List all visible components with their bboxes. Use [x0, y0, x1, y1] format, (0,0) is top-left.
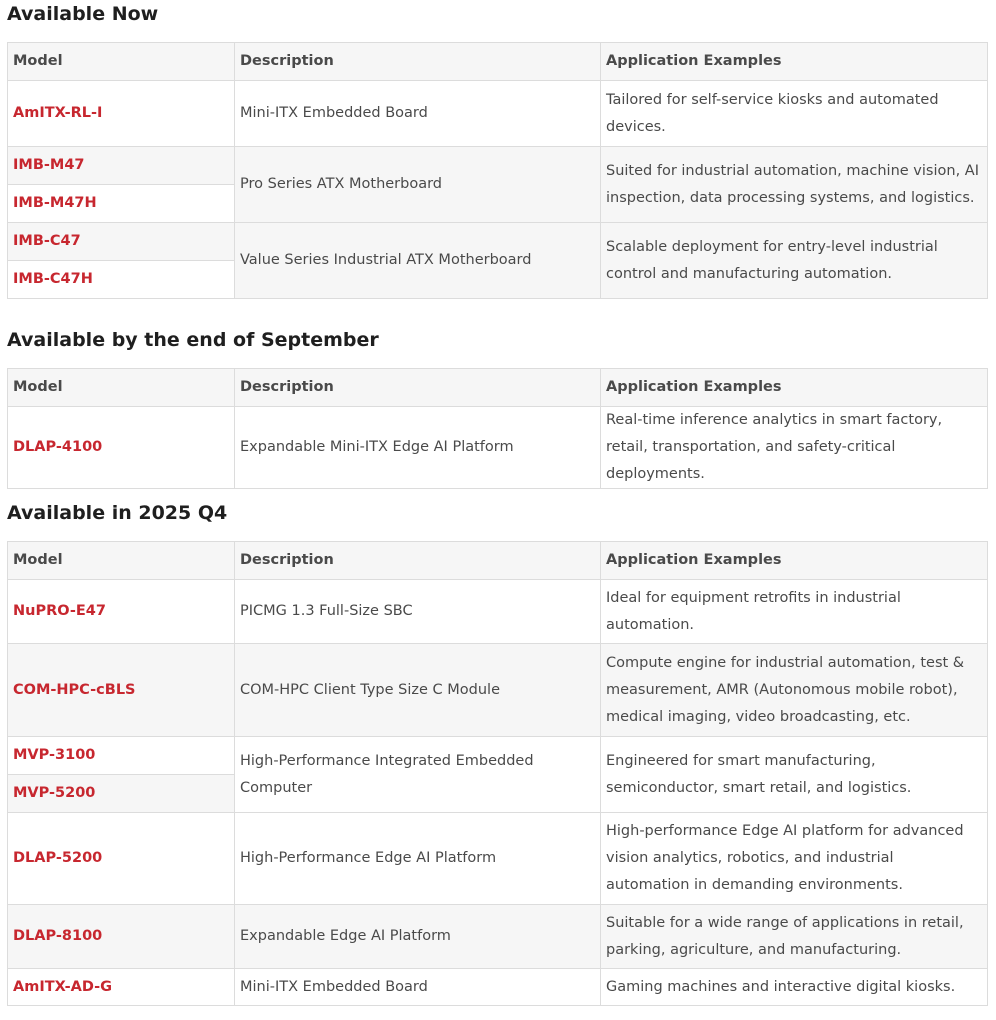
table-row [8, 813, 988, 905]
model-link-nupro-e47[interactable]: NuPRO-E47 [8, 580, 235, 644]
model-link-amitx-rl-i[interactable]: AmITX-RL-I [8, 81, 235, 147]
section-title-available-september: Available by the end of September [7, 329, 379, 351]
row-description: Value Series Industrial ATX Motherboard [235, 223, 601, 299]
header-application: Application Examples [601, 43, 988, 81]
row-description: Mini-ITX Embedded Board [235, 969, 601, 1006]
row-application: Tailored for self-service kiosks and automated devices. [601, 81, 988, 147]
section-title-available-now: Available Now [7, 3, 159, 25]
row-description: Expandable Edge AI Platform [235, 905, 601, 969]
model-link-dlap-5200[interactable]: DLAP-5200 [8, 813, 235, 905]
model-link-amitx-ad-g[interactable]: AmITX-AD-G [8, 969, 235, 1006]
table-available-now [7, 42, 988, 299]
model-link-mvp-5200[interactable]: MVP-5200 [8, 775, 235, 813]
table-row [8, 407, 988, 489]
table-available-2025-q4 [7, 541, 988, 1006]
header-description: Description [235, 43, 601, 81]
row-description: High-Performance Edge AI Platform [235, 813, 601, 905]
table-header-row [8, 542, 988, 580]
model-link-mvp-3100[interactable]: MVP-3100 [8, 737, 235, 775]
row-application: Real-time inference analytics in smart factory, retail, transportation, and safety-critical deployments. [601, 407, 988, 489]
model-link-dlap-8100[interactable]: DLAP-8100 [8, 905, 235, 969]
header-description: Description [235, 542, 601, 580]
row-application: Suited for industrial automation, machine vision, AI inspection, data processing systems, and logistics. [601, 147, 988, 223]
table-row [8, 580, 988, 644]
table-row [8, 147, 988, 185]
table-row [8, 737, 988, 775]
row-application: High-performance Edge AI platform for advanced vision analytics, robotics, and industrial automation in demanding environments. [601, 813, 988, 905]
table-header-row [8, 43, 988, 81]
header-application: Application Examples [601, 542, 988, 580]
model-link-imb-c47h[interactable]: IMB-C47H [8, 261, 235, 299]
row-application: Engineered for smart manufacturing, semiconductor, smart retail, and logistics. [601, 737, 988, 813]
model-link-imb-m47h[interactable]: IMB-M47H [8, 185, 235, 223]
model-link-dlap-4100[interactable]: DLAP-4100 [8, 407, 235, 489]
row-application: Ideal for equipment retrofits in industrial automation. [601, 580, 988, 644]
header-model: Model [8, 542, 235, 580]
header-description: Description [235, 369, 601, 407]
row-application: Suitable for a wide range of applications in retail, parking, agriculture, and manufacturing. [601, 905, 988, 969]
table-row [8, 969, 988, 1006]
row-application: Gaming machines and interactive digital kiosks. [601, 969, 988, 1006]
table-row [8, 905, 988, 969]
header-model: Model [8, 43, 235, 81]
table-row [8, 644, 988, 737]
row-description: High-Performance Integrated Embedded Computer [235, 737, 601, 813]
header-model: Model [8, 369, 235, 407]
model-link-imb-m47[interactable]: IMB-M47 [8, 147, 235, 185]
table-header-row [8, 369, 988, 407]
header-application: Application Examples [601, 369, 988, 407]
row-description: COM-HPC Client Type Size C Module [235, 644, 601, 737]
table-available-september [7, 368, 988, 489]
row-description: Mini-ITX Embedded Board [235, 81, 601, 147]
row-application: Compute engine for industrial automation, test & measurement, AMR (Autonomous mobile robot), medical imaging, video broadcasting, etc. [601, 644, 988, 737]
model-link-com-hpc-cbls[interactable]: COM-HPC-cBLS [8, 644, 235, 737]
model-link-imb-c47[interactable]: IMB-C47 [8, 223, 235, 261]
row-description: Pro Series ATX Motherboard [235, 147, 601, 223]
section-title-available-2025-q4: Available in 2025 Q4 [7, 502, 228, 524]
row-application: Scalable deployment for entry-level industrial control and manufacturing automation. [601, 223, 988, 299]
table-row [8, 81, 988, 147]
row-description: PICMG 1.3 Full-Size SBC [235, 580, 601, 644]
table-row [8, 223, 988, 261]
row-description: Expandable Mini-ITX Edge AI Platform [235, 407, 601, 489]
